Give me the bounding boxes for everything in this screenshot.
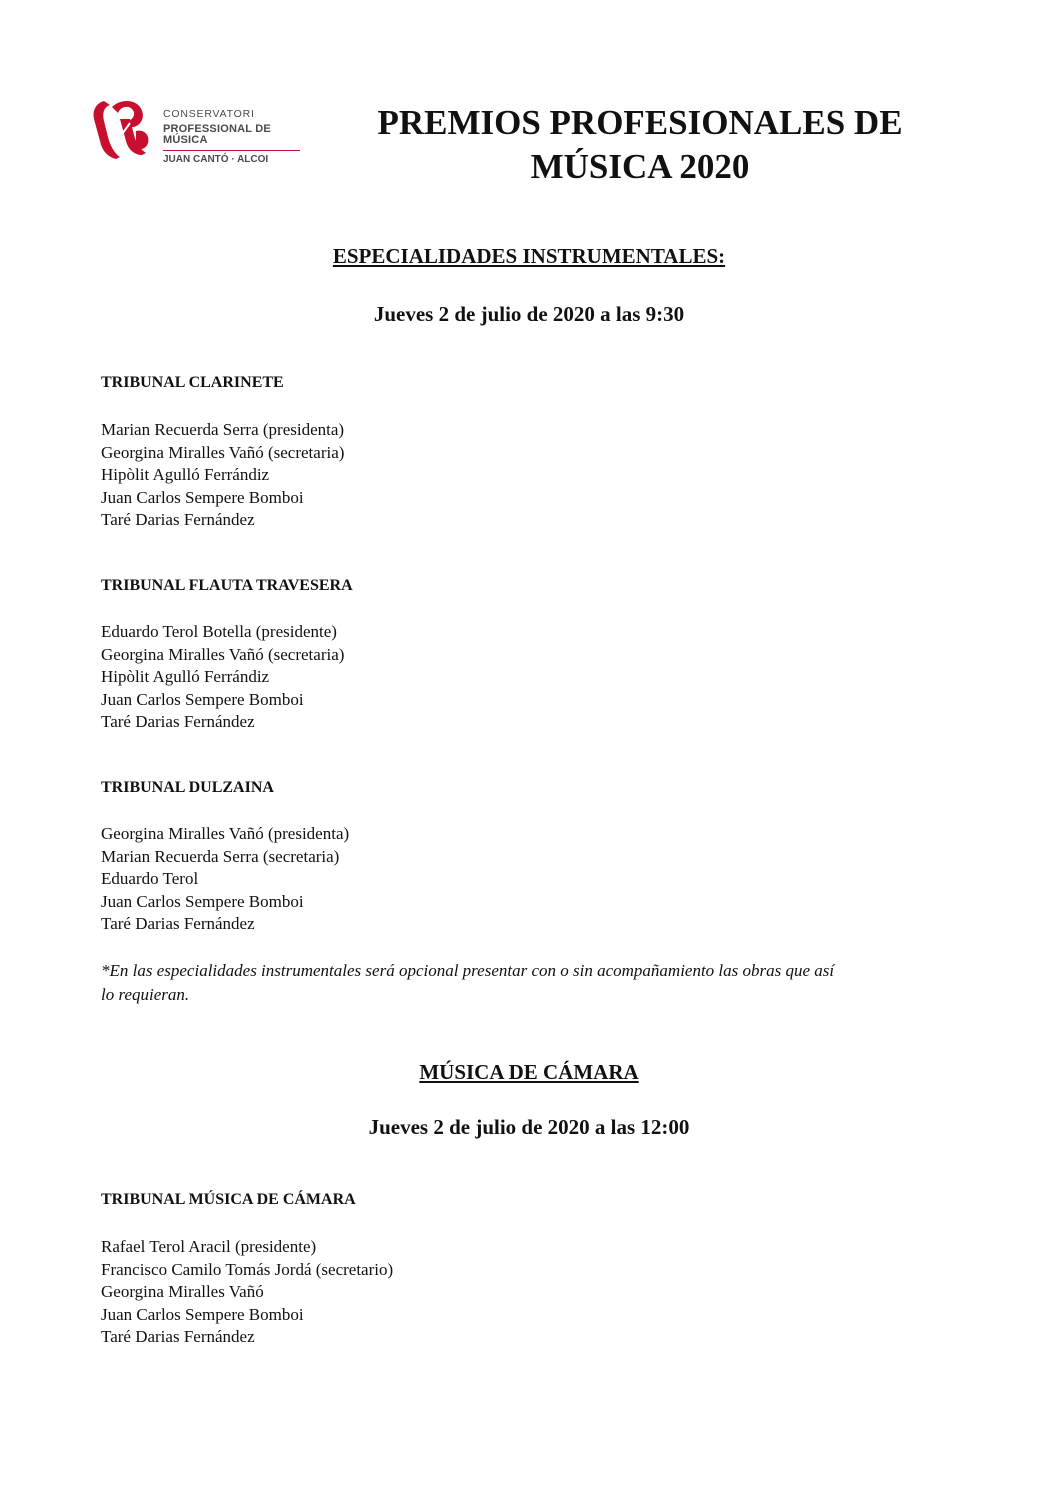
list-item: Taré Darias Fernández [101, 1327, 255, 1346]
tribunal-title-flauta: TRIBUNAL FLAUTA TRAVESERA [101, 577, 353, 594]
member-list-clarinete [101, 419, 344, 532]
conservatory-logo [90, 97, 310, 163]
list-item: Juan Carlos Sempere Bomboi [101, 891, 304, 911]
list-item: Hipòlit Agulló Ferrándiz [101, 667, 270, 686]
list-item: Juan Carlos Sempere Bomboi [101, 487, 304, 507]
page-title [320, 101, 960, 189]
list-item: Rafael Terol Aracil (presidente) [101, 1237, 317, 1256]
note-line-1: *En las especialidades instrumentales será opcional presentar con o sin acompañamiento las obras que así [101, 961, 835, 980]
logo-line-1: CONSERVATORI [163, 108, 255, 120]
logo-text [163, 109, 310, 165]
list-item: Taré Darias Fernández [101, 914, 255, 933]
list-item: Juan Carlos Sempere Bomboi [101, 689, 304, 709]
title-line-2: MÚSICA 2020 [530, 147, 750, 186]
conservatory-emblem-icon [90, 97, 160, 163]
list-item: Hipòlit Agulló Ferrándiz [101, 465, 270, 484]
section-date-instrumental: Jueves 2 de julio de 2020 a las 9:30 [373, 302, 685, 326]
section-date-camara: Jueves 2 de julio de 2020 a las 12:00 [368, 1115, 690, 1139]
section-heading-instrumental: ESPECIALIDADES INSTRUMENTALES: [332, 244, 726, 268]
list-item: Taré Darias Fernández [101, 510, 255, 529]
note-line-2: lo requieran. [101, 985, 190, 1004]
list-item: Eduardo Terol Botella (presidente) [101, 622, 337, 641]
member-list-dulzaina [101, 823, 349, 936]
list-item: Georgina Miralles Vañó (presidenta) [101, 824, 350, 843]
logo-line-2: PROFESSIONAL DE MÚSICA [163, 122, 271, 146]
list-item: Marian Recuerda Serra (presidenta) [101, 420, 345, 439]
member-list-camara [101, 1236, 393, 1349]
list-item: Taré Darias Fernández [101, 712, 255, 731]
title-line-1: PREMIOS PROFESIONALES DE [377, 103, 903, 142]
list-item: Georgina Miralles Vañó (secretaria) [101, 442, 345, 462]
list-item: Juan Carlos Sempere Bomboi [101, 1304, 304, 1324]
list-item: Eduardo Terol [101, 869, 199, 888]
logo-line-3: JUAN CANTÓ · ALCOI [163, 153, 269, 165]
section-heading-camara: MÚSICA DE CÁMARA [419, 1060, 639, 1084]
list-item: Georgina Miralles Vañó (secretaria) [101, 644, 345, 664]
tribunal-title-camara: TRIBUNAL MÚSICA DE CÁMARA [101, 1191, 356, 1208]
logo-rule [163, 150, 300, 151]
accompaniment-note [101, 959, 961, 1007]
list-item: Francisco Camilo Tomás Jordá (secretario) [101, 1259, 394, 1279]
tribunal-title-clarinete: TRIBUNAL CLARINETE [101, 374, 284, 391]
tribunal-title-dulzaina: TRIBUNAL DULZAINA [101, 779, 274, 796]
list-item: Georgina Miralles Vañó [101, 1282, 264, 1301]
member-list-flauta [101, 621, 344, 734]
list-item: Marian Recuerda Serra (secretaria) [101, 846, 340, 866]
